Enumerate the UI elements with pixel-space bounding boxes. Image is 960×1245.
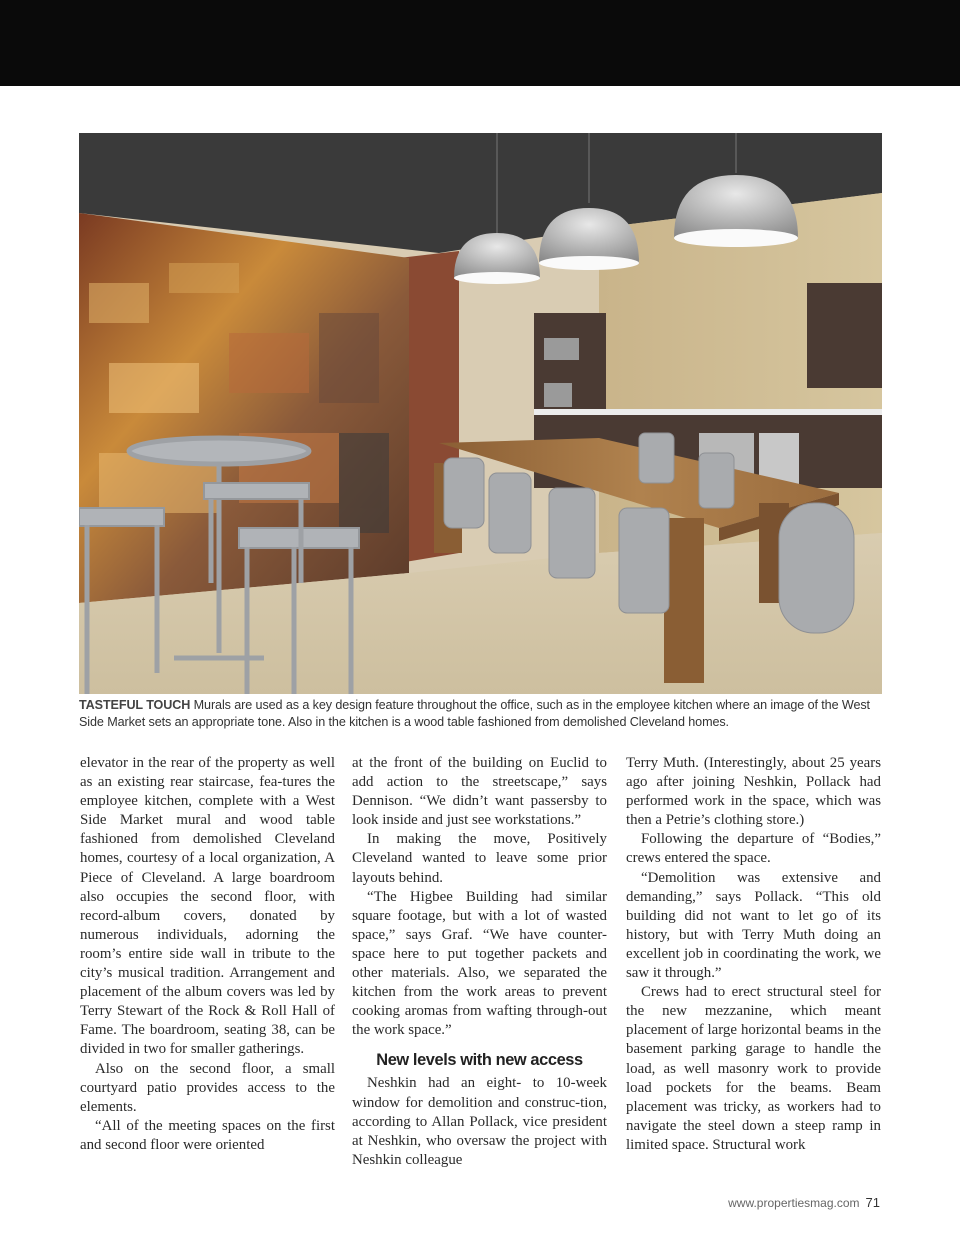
paragraph: Following the departure of “Bodies,” crews entered the space.: [626, 831, 881, 867]
caption-lead: TASTEFUL TOUCH: [79, 698, 191, 712]
paragraph: Terry Muth. (Interestingly, about 25 years ago after joining Neshkin, Pollack had performed work in the space, which was then a Petrie’s clothing store.): [626, 755, 881, 829]
paragraph: In making the move, Positively Cleveland wanted to leave some prior layouts behind.: [352, 831, 607, 886]
page-footer: [728, 1195, 880, 1210]
paragraph: elevator in the rear of the property as well as an existing rear staircase, fea-tures the employee kitchen, complete with a West Side Market mural and wood table fashioned from demolished Cleveland homes, courtesy of a local organization, A Piece of Cleveland. A large boardroom also occupies the second floor, with record-album covers, donated by numerous individuals, adorning the room’s entire side wall in tribute to the city’s musical tradition. Arrangement and placement of the album covers was led by Terry Stewart of the Rock & Roll Hall of Fame. The boardroom, seating 38, can be divided in two for smaller gatherings.: [80, 755, 335, 1058]
section-subhead: New levels with new access: [376, 1051, 583, 1070]
article-column-2: [352, 754, 607, 1170]
article-column-3: [626, 754, 881, 1155]
paragraph: “Demolition was extensive and demanding,” says Pollack. “This old building did not want to let go of its history, but with Terry Muth doing an excellent job in coordinating the work, we saw it through.”: [626, 869, 881, 982]
top-bar: [0, 0, 960, 86]
footer-url: www.propertiesmag.com: [728, 1196, 860, 1210]
paragraph: “The Higbee Building had similar square footage, but with a lot of wasted space,” says Graf. “We have counter-space here to put together packets and other materials. Also, we separated the kitchen from the work areas to prevent cooking aromas from wafting through-out the work space.”: [352, 888, 607, 1039]
paragraph: Neshkin had an eight- to 10-week window for demolition and construc-tion, according to Allan Pollack, vice president at Neshkin, who oversaw the project with Neshkin colleague: [352, 1075, 607, 1168]
paragraph: Also on the second floor, a small courtyard patio provides access to the elements.: [80, 1060, 335, 1115]
article-column-1: [80, 754, 335, 1155]
paragraph: “All of the meeting spaces on the first and second floor were oriented: [80, 1117, 335, 1153]
kitchen-photo: [79, 133, 882, 694]
paragraph: Crews had to erect structural steel for the new mezzanine, which meant placement of large horizontal beams in the basement parking garage to handle the load, as well masonry work to provide load pockets for the beams. Beam placement was tricky, as workers had to navigate the steel down a steep ramp in limited space. Structural work: [626, 984, 881, 1153]
paragraph: at the front of the building on Euclid to add action to the streetscape,” says Dennison. “We didn’t want passersby to look inside and just see workstations.”: [352, 755, 607, 829]
page-number: 71: [865, 1195, 880, 1210]
caption-text: Murals are used as a key design feature throughout the office, such as in the employee kitchen where an image of the West Side Market sets an appropriate tone. Also in the kitchen is a wood table fashioned from demolished Cleveland homes.: [79, 698, 870, 729]
photo-caption: [79, 697, 885, 730]
